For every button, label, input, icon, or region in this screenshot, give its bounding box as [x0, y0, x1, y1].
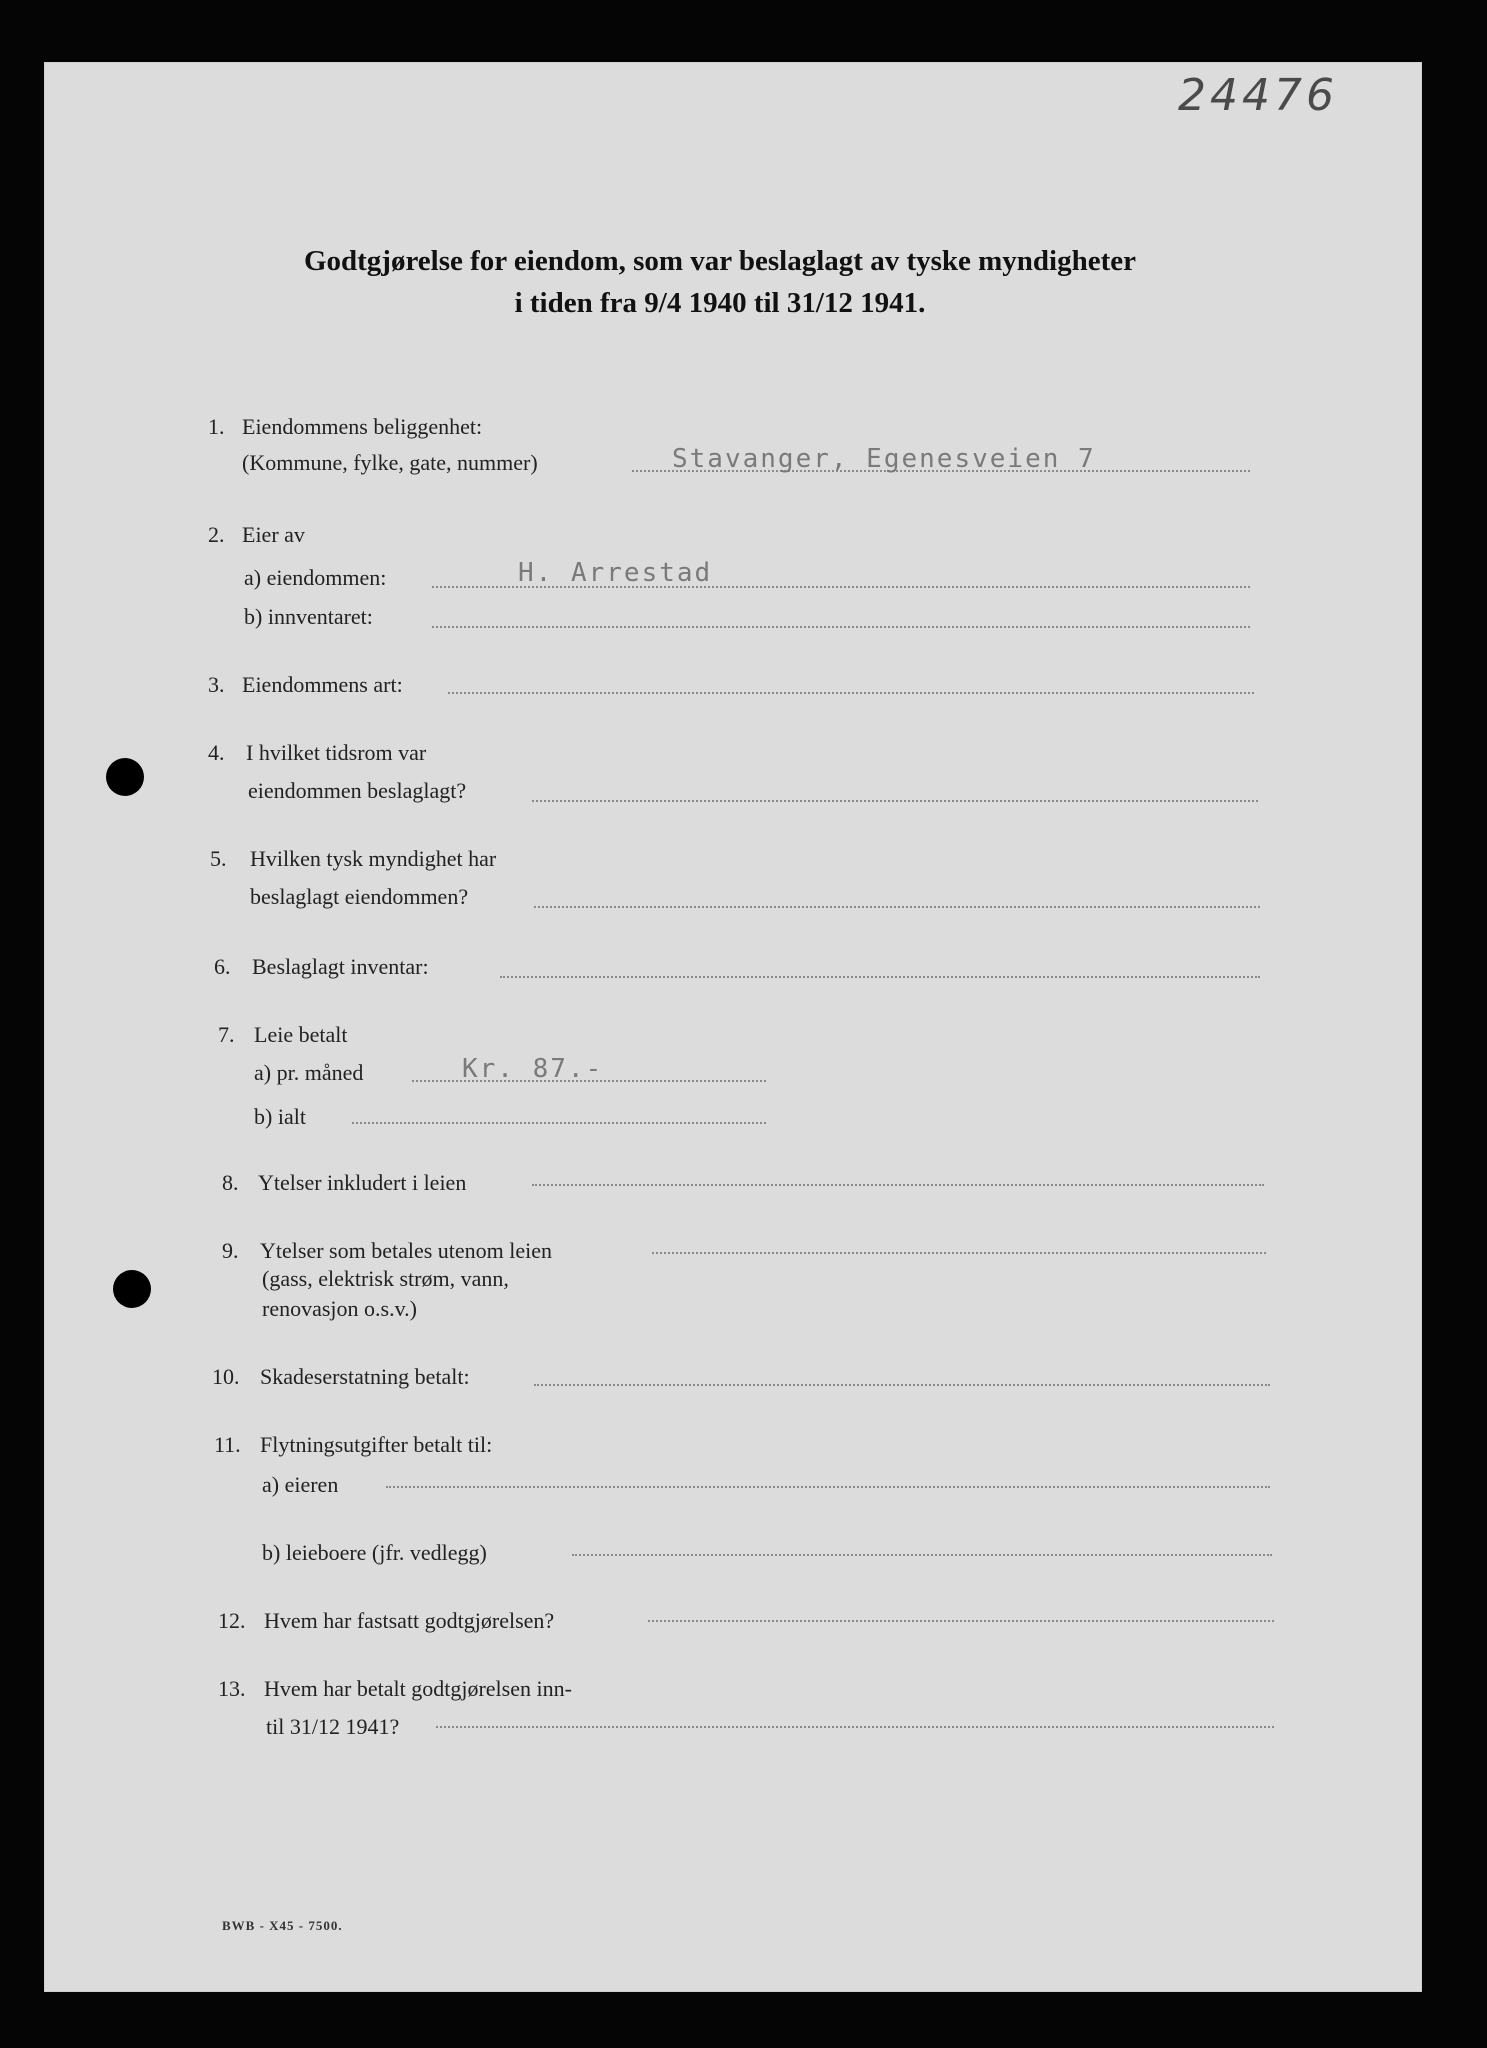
punch-hole	[106, 758, 144, 796]
q2b-label: b) innventaret:	[244, 604, 373, 629]
q9-line	[652, 1252, 1266, 1254]
q7a-value: Kr. 87.-	[462, 1054, 604, 1084]
q12-label: Hvem har fastsatt godtgjørelsen?	[264, 1608, 555, 1633]
archive-number: 24476	[1178, 70, 1338, 121]
q5-line	[534, 906, 1260, 908]
q3-label: Eiendommens art:	[242, 672, 403, 697]
q8-number: 8.	[222, 1170, 239, 1195]
q4-sublabel: eiendommen beslaglagt?	[248, 778, 467, 803]
title-line-1: Godtgjørelse for eiendom, som var beslaglagt av tyske myndigheter	[303, 245, 1137, 277]
q2b-line	[432, 626, 1250, 628]
q11a-label: a) eieren	[262, 1472, 339, 1497]
q9-sublabel-1: (gass, elektrisk strøm, vann,	[262, 1266, 509, 1291]
q4-number: 4.	[208, 740, 225, 765]
title-line-2: i tiden fra 9/4 1940 til 31/12 1941.	[514, 287, 926, 319]
print-code: BWB - X45 - 7500.	[222, 1918, 343, 1933]
q11b-label: b) leieboere (jfr. vedlegg)	[262, 1540, 487, 1565]
q2-label: Eier av	[242, 522, 305, 547]
q4-line	[532, 800, 1258, 802]
q7a-label: a) pr. måned	[254, 1060, 364, 1085]
form-page	[44, 62, 1422, 1992]
q5-number: 5.	[210, 846, 227, 871]
q2a-value: H. Arrestad	[518, 558, 713, 588]
q5-label: Hvilken tysk myndighet har	[250, 846, 497, 871]
q9-label: Ytelser som betales utenom leien	[260, 1238, 553, 1263]
q8-label: Ytelser inkludert i leien	[258, 1170, 467, 1195]
q12-number: 12.	[218, 1608, 246, 1633]
q11a-line	[386, 1486, 1270, 1488]
q13-number: 13.	[218, 1676, 246, 1701]
q2a-label: a) eiendommen:	[244, 565, 387, 590]
q1-number: 1.	[208, 414, 225, 439]
q13-label: Hvem har betalt godtgjørelsen inn-	[264, 1676, 572, 1701]
q7b-label: b) ialt	[254, 1104, 306, 1129]
q10-line	[534, 1384, 1270, 1386]
q6-number: 6.	[214, 954, 231, 979]
q2-number: 2.	[208, 522, 225, 547]
punch-hole	[113, 1270, 151, 1308]
q10-label: Skadeserstatning betalt:	[260, 1364, 470, 1389]
q13-sublabel: til 31/12 1941?	[266, 1714, 400, 1739]
q12-line	[648, 1620, 1274, 1622]
q1-value: Stavanger, Egenesveien 7	[672, 444, 1096, 474]
q7b-line	[352, 1122, 766, 1124]
q9-number: 9.	[222, 1238, 239, 1263]
q11b-line	[572, 1554, 1272, 1556]
q4-label: I hvilket tidsrom var	[246, 740, 427, 765]
q7-label: Leie betalt	[254, 1022, 348, 1047]
q5-sublabel: beslaglagt eiendommen?	[250, 884, 469, 909]
q8-line	[532, 1184, 1264, 1186]
form-title	[200, 240, 1240, 324]
q6-label: Beslaglagt inventar:	[252, 954, 429, 979]
q3-number: 3.	[208, 672, 225, 697]
q10-number: 10.	[212, 1364, 240, 1389]
q1-label: Eiendommens beliggenhet:	[242, 414, 483, 439]
q9-sublabel-2: renovasjon o.s.v.)	[262, 1296, 417, 1321]
q11-label: Flytningsutgifter betalt til:	[260, 1432, 493, 1457]
q11-number: 11.	[214, 1432, 241, 1457]
q1-sublabel: (Kommune, fylke, gate, nummer)	[242, 450, 538, 475]
q3-line	[448, 692, 1254, 694]
q13-line	[436, 1726, 1274, 1728]
q6-line	[500, 976, 1260, 978]
q7-number: 7.	[218, 1022, 235, 1047]
